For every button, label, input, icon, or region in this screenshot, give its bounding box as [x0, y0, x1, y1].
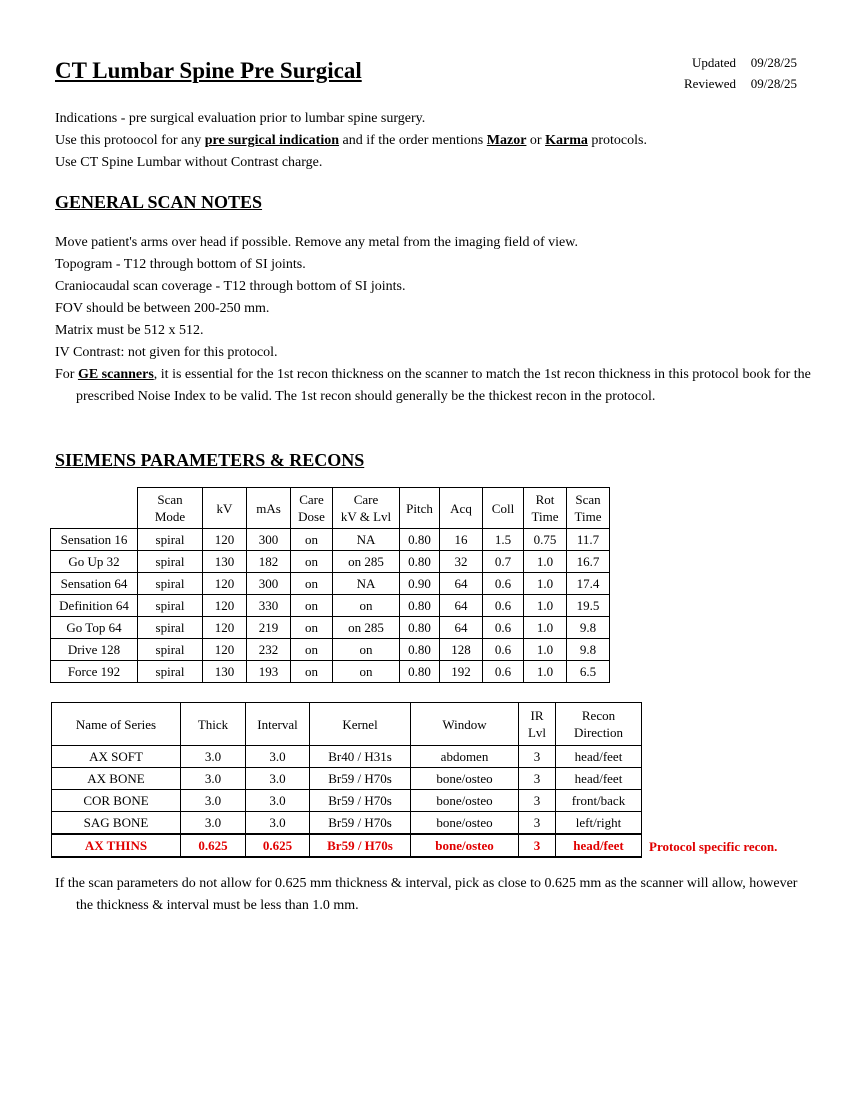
updated-label: Updated: [691, 55, 736, 70]
table-cell: 0.75: [524, 529, 567, 551]
siemens-parameters-heading: SIEMENS PARAMETERS & RECONS: [55, 450, 365, 470]
scanner-name-cell: Go Top 64: [51, 617, 138, 639]
table-cell: 1.0: [524, 617, 567, 639]
ge-text-c: , it is essential for the 1st recon thickness on the scanner to match the 1st recon thickness in this protocol book for the prescribed Noise Index to be valid. The 1st recon should generally be the thickest recon in the protocol.: [76, 367, 811, 404]
table-cell: 120: [203, 573, 247, 595]
table-cell: bone/osteo: [411, 768, 519, 790]
table-cell: 3: [519, 746, 556, 768]
table-cell: 3.0: [246, 768, 310, 790]
table-cell: 0.6: [483, 639, 524, 661]
table-cell: head/feet: [556, 834, 642, 857]
table-cell: bone/osteo: [411, 790, 519, 812]
table-cell: 19.5: [567, 595, 610, 617]
table-row: [51, 551, 610, 573]
header-cell-interval: Interval: [246, 703, 310, 746]
table-cell: 300: [247, 573, 291, 595]
header-cell-coll: Coll: [483, 488, 524, 529]
table-cell: 0.625: [246, 834, 310, 857]
reviewed-date-row: [660, 73, 797, 94]
table-header-row: [51, 488, 610, 529]
usage-line: [55, 130, 647, 152]
table-cell: 1.0: [524, 639, 567, 661]
table-cell: NA: [333, 529, 400, 551]
table-cell: on: [291, 595, 333, 617]
table-cell: spiral: [138, 551, 203, 573]
table-row: [52, 768, 642, 790]
table-cell: 1.0: [524, 595, 567, 617]
header-cell-kv: kV: [203, 488, 247, 529]
table-cell: 1.5: [483, 529, 524, 551]
table-cell: left/right: [556, 812, 642, 835]
table-row: [51, 529, 610, 551]
note-line: Topogram - T12 through bottom of SI joints.: [55, 257, 306, 272]
protocol-specific-recon-note: Protocol specific recon.: [649, 839, 778, 854]
table-cell: Br59 / H70s: [310, 790, 411, 812]
table-cell: 0.6: [483, 573, 524, 595]
table-cell: 182: [247, 551, 291, 573]
table-cell: 128: [440, 639, 483, 661]
table-cell: 232: [247, 639, 291, 661]
table-cell: on: [333, 639, 400, 661]
reviewed-label: Reviewed: [684, 76, 736, 91]
revision-dates: [660, 52, 797, 94]
table-row: [51, 661, 610, 683]
table-cell: spiral: [138, 529, 203, 551]
thickness-footnote: If the scan parameters do not allow for 0.625 mm thickness & interval, pick as close to 0.625 mm as the scanner will allow, however the thickness & interval must be less than 1.0 mm.: [55, 876, 798, 913]
scanner-name-cell: Sensation 64: [51, 573, 138, 595]
table-cell: Br59 / H70s: [310, 834, 411, 857]
table-cell: 0.7: [483, 551, 524, 573]
table-cell: front/back: [556, 790, 642, 812]
table-cell: 120: [203, 639, 247, 661]
header-cell-series-name: Name of Series: [52, 703, 181, 746]
table-cell: 330: [247, 595, 291, 617]
table-cell: 3.0: [181, 812, 246, 835]
table-cell: 64: [440, 595, 483, 617]
table-cell: 11.7: [567, 529, 610, 551]
usage-text-a: Use this protoocol for any: [55, 133, 205, 148]
page-title: CT Lumbar Spine Pre Surgical: [55, 58, 362, 83]
table-cell: NA: [333, 573, 400, 595]
pre-surgical-indication-emphasis: pre surgical indication: [204, 133, 340, 148]
table-cell: bone/osteo: [411, 812, 519, 835]
table-cell: spiral: [138, 573, 203, 595]
table-cell: 130: [203, 551, 247, 573]
table-cell: 16: [440, 529, 483, 551]
table-cell: 3.0: [181, 768, 246, 790]
table-cell: spiral: [138, 617, 203, 639]
series-name-cell: AX THINS: [52, 834, 181, 857]
recon-series-table: [51, 702, 642, 858]
table-cell: 0.80: [400, 617, 440, 639]
header-cell-recon-direction: Recon Direction: [556, 703, 642, 746]
table-cell: Br59 / H70s: [310, 768, 411, 790]
table-cell: bone/osteo: [411, 834, 519, 857]
scanner-name-cell: Force 192: [51, 661, 138, 683]
table-cell: 0.80: [400, 595, 440, 617]
table-cell: 3.0: [246, 746, 310, 768]
table-cell: 64: [440, 573, 483, 595]
scanner-name-cell: Go Up 32: [51, 551, 138, 573]
table-cell: 1.0: [524, 573, 567, 595]
table-cell: 9.8: [567, 639, 610, 661]
table-cell: on: [291, 617, 333, 639]
table-cell: spiral: [138, 639, 203, 661]
table-cell: head/feet: [556, 768, 642, 790]
table-cell: 0.6: [483, 595, 524, 617]
general-notes-section: [55, 232, 811, 408]
table-cell: 9.8: [567, 617, 610, 639]
table-cell: abdomen: [411, 746, 519, 768]
table-row: [52, 812, 642, 835]
table-row: [52, 746, 642, 768]
header-cell-care-dose: Care Dose: [291, 488, 333, 529]
series-name-cell: SAG BONE: [52, 812, 181, 835]
table-cell: on: [291, 661, 333, 683]
table-cell: 16.7: [567, 551, 610, 573]
ge-scanners-emphasis: GE scanners: [77, 367, 154, 382]
usage-text-c: and if the order mentions: [339, 133, 487, 148]
table-cell: 120: [203, 617, 247, 639]
table-cell: on: [291, 639, 333, 661]
series-name-cell: AX SOFT: [52, 746, 181, 768]
indications-line: Indications - pre surgical evaluation prior to lumbar spine surgery.: [55, 111, 426, 126]
table-cell: on: [333, 661, 400, 683]
mazor-emphasis: Mazor: [486, 133, 527, 148]
table-cell: 120: [203, 595, 247, 617]
table-row: [51, 573, 610, 595]
ge-text-a: For: [55, 367, 78, 382]
highlighted-table-row: [52, 834, 642, 857]
header-cell-kernel: Kernel: [310, 703, 411, 746]
table-cell: 64: [440, 617, 483, 639]
table-cell: on 285: [333, 617, 400, 639]
series-name-cell: COR BONE: [52, 790, 181, 812]
table-cell: 3.0: [246, 790, 310, 812]
header-cell-scan-time: Scan Time: [567, 488, 610, 529]
table-cell: 32: [440, 551, 483, 573]
table-cell: 300: [247, 529, 291, 551]
table-cell: spiral: [138, 661, 203, 683]
ge-scanner-note: [55, 364, 811, 408]
table-cell: on: [291, 551, 333, 573]
updated-value: 09/28/25: [750, 55, 797, 70]
table-cell: 219: [247, 617, 291, 639]
table-cell: on: [291, 529, 333, 551]
table-cell: 120: [203, 529, 247, 551]
note-line: IV Contrast: not given for this protocol.: [55, 345, 278, 360]
table-cell: 0.80: [400, 639, 440, 661]
updated-date-row: [660, 52, 797, 73]
table-cell: on: [291, 573, 333, 595]
table-cell: 3.0: [181, 790, 246, 812]
intro-section: [55, 108, 647, 174]
reviewed-value: 09/28/25: [750, 76, 797, 91]
note-line: Craniocaudal scan coverage - T12 through bottom of SI joints.: [55, 279, 406, 294]
header-cell-mas: mAs: [247, 488, 291, 529]
header-cell-acq: Acq: [440, 488, 483, 529]
table-cell: Br40 / H31s: [310, 746, 411, 768]
siemens-parameters-table: [50, 487, 610, 683]
usage-text-e: or: [526, 133, 546, 148]
general-scan-notes-heading: GENERAL SCAN NOTES: [55, 192, 263, 212]
table-cell: Br59 / H70s: [310, 812, 411, 835]
table-cell: 0.80: [400, 529, 440, 551]
table-cell: 3.0: [181, 746, 246, 768]
table-cell: 3: [519, 834, 556, 857]
table-cell: 0.80: [400, 661, 440, 683]
table-cell: on: [333, 595, 400, 617]
table-cell: 3: [519, 812, 556, 835]
table-cell: head/feet: [556, 746, 642, 768]
series-name-cell: AX BONE: [52, 768, 181, 790]
scanner-name-cell: Drive 128: [51, 639, 138, 661]
header-cell-pitch: Pitch: [400, 488, 440, 529]
table-cell: 130: [203, 661, 247, 683]
table-cell: 0.6: [483, 617, 524, 639]
note-line: FOV should be between 200-250 mm.: [55, 301, 270, 316]
table-cell: 3: [519, 790, 556, 812]
table-cell: 193: [247, 661, 291, 683]
table-cell: 0.80: [400, 551, 440, 573]
header-cell-ir-level: IR Lvl: [519, 703, 556, 746]
header-blank-cell: [51, 488, 138, 529]
note-line: Move patient's arms over head if possible. Remove any metal from the imaging field of view.: [55, 235, 578, 250]
footer-section: [55, 873, 811, 917]
scanner-name-cell: Definition 64: [51, 595, 138, 617]
table-cell: 0.625: [181, 834, 246, 857]
table-cell: 0.6: [483, 661, 524, 683]
header-cell-window: Window: [411, 703, 519, 746]
scanner-name-cell: Sensation 16: [51, 529, 138, 551]
table-cell: on 285: [333, 551, 400, 573]
header-cell-rot-time: Rot Time: [524, 488, 567, 529]
table-cell: 3.0: [246, 812, 310, 835]
table-cell: 192: [440, 661, 483, 683]
table-cell: 6.5: [567, 661, 610, 683]
usage-text-g: protocols.: [587, 133, 647, 148]
table-row: [52, 790, 642, 812]
table-row: [51, 617, 610, 639]
table-cell: 3: [519, 768, 556, 790]
table-cell: 1.0: [524, 661, 567, 683]
header-cell-care-kv: Care kV & Lvl: [333, 488, 400, 529]
note-line: Matrix must be 512 x 512.: [55, 323, 204, 338]
table-cell: 17.4: [567, 573, 610, 595]
table-header-row: [52, 703, 642, 746]
table-cell: 0.90: [400, 573, 440, 595]
header-cell-thick: Thick: [181, 703, 246, 746]
charge-line: Use CT Spine Lumbar without Contrast charge.: [55, 155, 323, 170]
karma-emphasis: Karma: [545, 133, 588, 148]
table-row: [51, 639, 610, 661]
header-cell-scan-mode: Scan Mode: [138, 488, 203, 529]
table-cell: 1.0: [524, 551, 567, 573]
table-cell: spiral: [138, 595, 203, 617]
table-row: [51, 595, 610, 617]
